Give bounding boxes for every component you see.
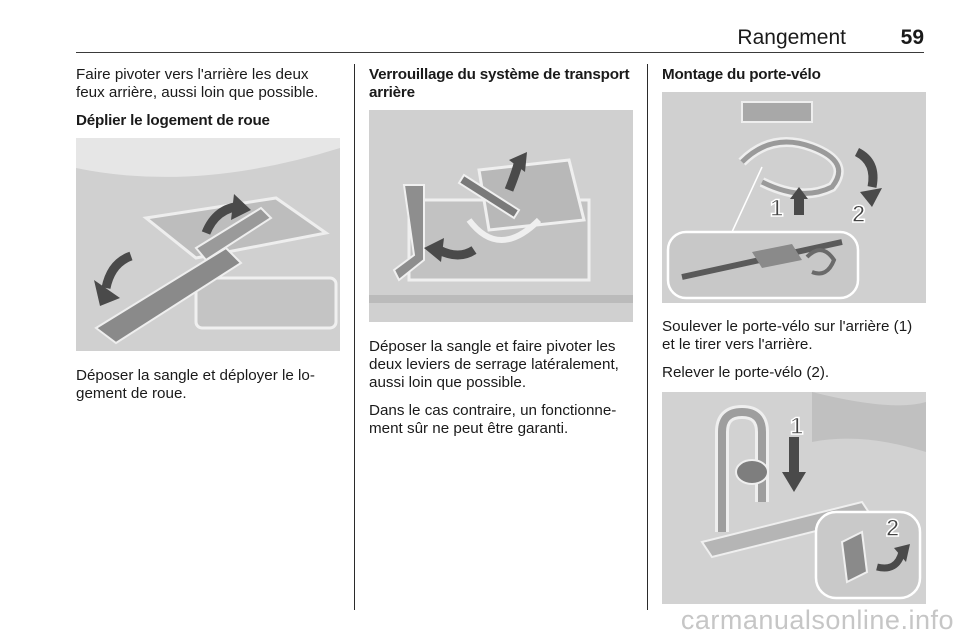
column-2 [369,66,633,448]
section-title: Rangement [737,26,846,49]
page-header [76,26,924,53]
wheel-housing-illustration [76,138,340,351]
bike-carrier-raise-illustration [662,392,926,604]
locking-system-illustration [369,110,633,322]
section-heading: Verrouillage du système de transport arrière [369,66,630,101]
column-divider [647,64,648,610]
paragraph: Déposer la sangle et faire pivoter les deux leviers de serrage latéralement, aussi loin que possible. [369,338,619,391]
callout-2: 2 [886,515,900,542]
callout-1: 1 [770,195,784,222]
callout-1: 1 [790,413,804,440]
column-3 [662,66,926,604]
caption-paragraph: Déposer la sangle et déployer le lo-gement de roue. [76,367,315,402]
watermark: carmanualsonline.info [680,605,954,635]
section-heading: Déplier le logement de roue [76,112,270,129]
intro-paragraph: Faire pivoter vers l'arrière les deux feux arrière, aussi loin que possible. [76,66,319,101]
bike-carrier-mounting-illustration [662,92,926,303]
column-divider [354,64,355,610]
page-number: 59 [900,26,924,49]
column-1 [76,66,340,413]
paragraph: Dans le cas contraire, un fonctionne-ment sûr ne peut être garanti. [369,402,617,437]
paragraph: Soulever le porte-vélo sur l'arrière (1) et le tirer vers l'arrière. [662,318,913,353]
paragraph: Relever le porte-vélo (2). [662,364,830,381]
section-heading: Montage du porte-vélo [662,66,821,83]
callout-2: 2 [852,201,866,228]
